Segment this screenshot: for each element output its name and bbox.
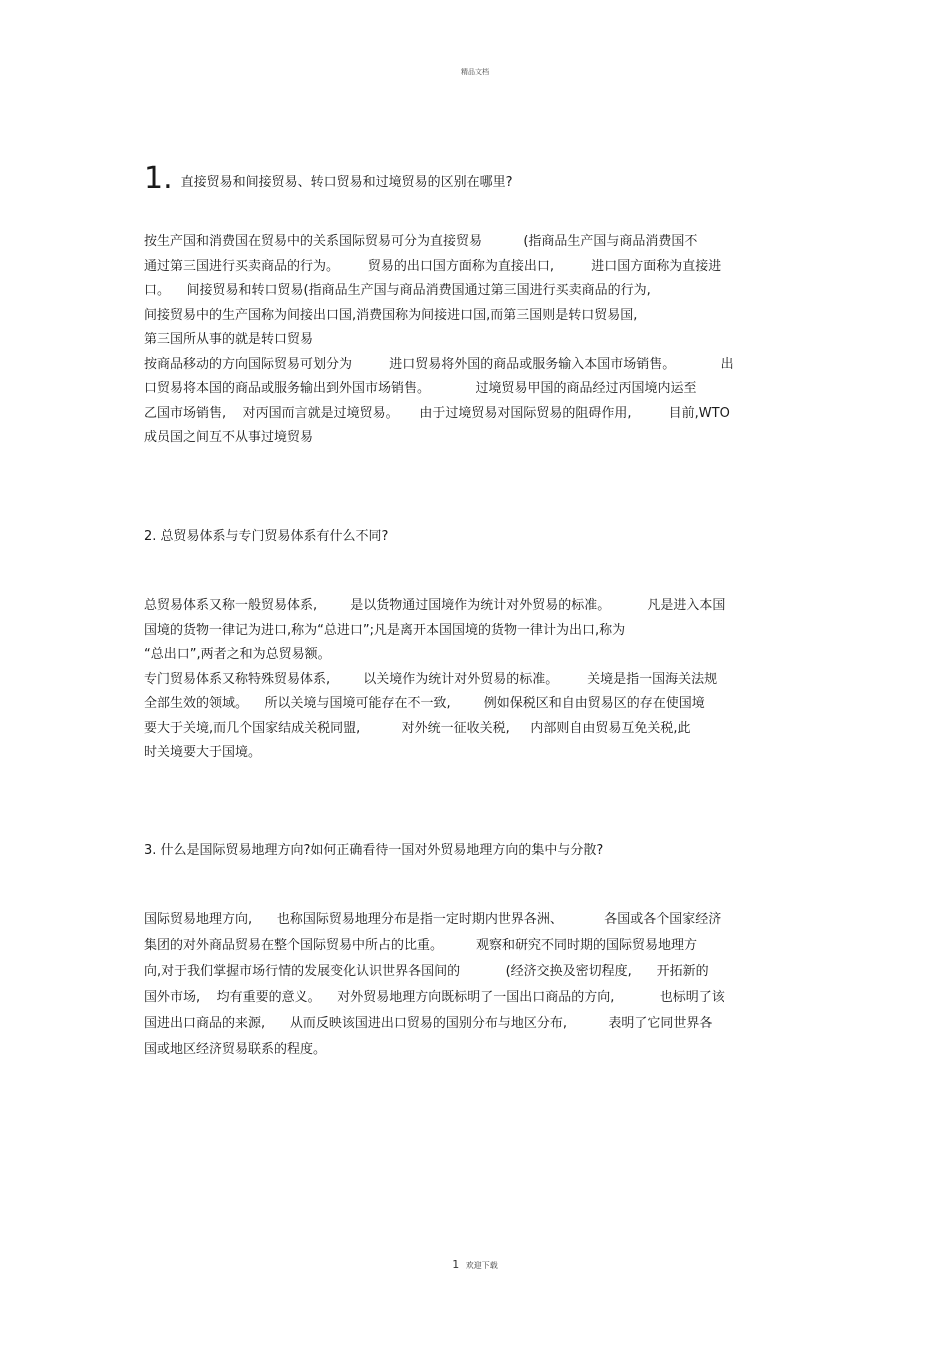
answer-line: 时关境要大于国境。 xyxy=(144,745,262,760)
answer-line: 国进出口商品的来源, 从而反映该国进出口贸易的国别分布与地区分布, 表明了它同世界各 xyxy=(144,1016,713,1031)
answer-line: 国境的货物一律记为进口,称为“总进口”;凡是离开本国国境的货物一律计为出口,称为 xyxy=(144,622,626,638)
question-2-heading: 2. 总贸易体系与专门贸易体系有什么不同? xyxy=(144,529,389,544)
question-1-heading xyxy=(144,161,513,196)
question-1-number: 1. xyxy=(144,161,173,196)
answer-2-paragraph xyxy=(144,594,725,766)
answer-line: 国际贸易地理方向, 也称国际贸易地理分布是指一定时期内世界各洲、 各国或各个国家经济 xyxy=(144,912,722,927)
answer-line: 第三国所从事的就是转口贸易 xyxy=(144,332,314,347)
answer-line: 间接贸易中的生产国称为间接出口国,消费国称为间接进口国,而第三国则是转口贸易国, xyxy=(144,307,638,323)
question-3-heading: 3. 什么是国际贸易地理方向?如何正确看待一国对外贸易地理方向的集中与分散? xyxy=(144,843,604,858)
answer-line: 按商品移动的方向国际贸易可划分为 进口贸易将外国的商品或服务输入本国市场销售。 出 xyxy=(144,356,734,372)
answer-line: 通过第三国进行买卖商品的行为。 贸易的出口国方面称为直接出口, 进口国方面称为直接进 xyxy=(144,258,722,274)
answer-line: 国或地区经济贸易联系的程度。 xyxy=(144,1042,327,1057)
page-footer xyxy=(0,1258,950,1271)
answer-line: 口贸易将本国的商品或服务输出到外国市场销售。 过境贸易甲国的商品经过丙国境内运至 xyxy=(144,381,697,396)
answer-3-paragraph xyxy=(144,907,725,1063)
page-number: 1 xyxy=(452,1258,460,1271)
footer-text: 欢迎下载 xyxy=(465,1261,498,1270)
header-watermark: 精品文档 xyxy=(461,68,489,76)
answer-line: 口。 间接贸易和转口贸易(指商品生产国与商品消费国通过第三国进行买卖商品的行为, xyxy=(144,283,651,298)
answer-line: 国外市场, 均有重要的意义。 对外贸易地理方向既标明了一国出口商品的方向, 也标明了该 xyxy=(144,990,725,1005)
answer-line: 要大于关境,而几个国家结成关税同盟, 对外统一征收关税, 内部则自由贸易互免关税,此 xyxy=(144,720,691,736)
question-1-text: 直接贸易和间接贸易、转口贸易和过境贸易的区别在哪里? xyxy=(180,175,513,190)
answer-line: 专门贸易体系又称特殊贸易体系, 以关境作为统计对外贸易的标准。 关境是指一国海关法规 xyxy=(144,671,718,687)
answer-line: 按生产国和消费国在贸易中的关系国际贸易可分为直接贸易 (指商品生产国与商品消费国不 xyxy=(144,234,698,249)
answer-line: 集团的对外商品贸易在整个国际贸易中所占的比重。 观察和研究不同时期的国际贸易地理方 xyxy=(144,938,698,953)
answer-line: 成员国之间互不从事过境贸易 xyxy=(144,430,314,445)
answer-line: 乙国市场销售, 对丙国而言就是过境贸易。 由于过境贸易对国际贸易的阻碍作用, 目前,WTO xyxy=(144,405,730,421)
answer-line: 全部生效的领域。 所以关境与国境可能存在不一致, 例如保税区和自由贸易区的存在使国境 xyxy=(144,696,705,711)
answer-1-paragraph xyxy=(144,230,734,451)
answer-line: 向,对于我们掌握市场行情的发展变化认识世界各国间的 (经济交换及密切程度, 开拓新的 xyxy=(144,964,709,979)
answer-line: 总贸易体系又称一般贸易体系, 是以货物通过国境作为统计对外贸易的标准。 凡是进入本国 xyxy=(144,598,726,613)
answer-line: “总出口”,两者之和为总贸易额。 xyxy=(144,647,331,662)
